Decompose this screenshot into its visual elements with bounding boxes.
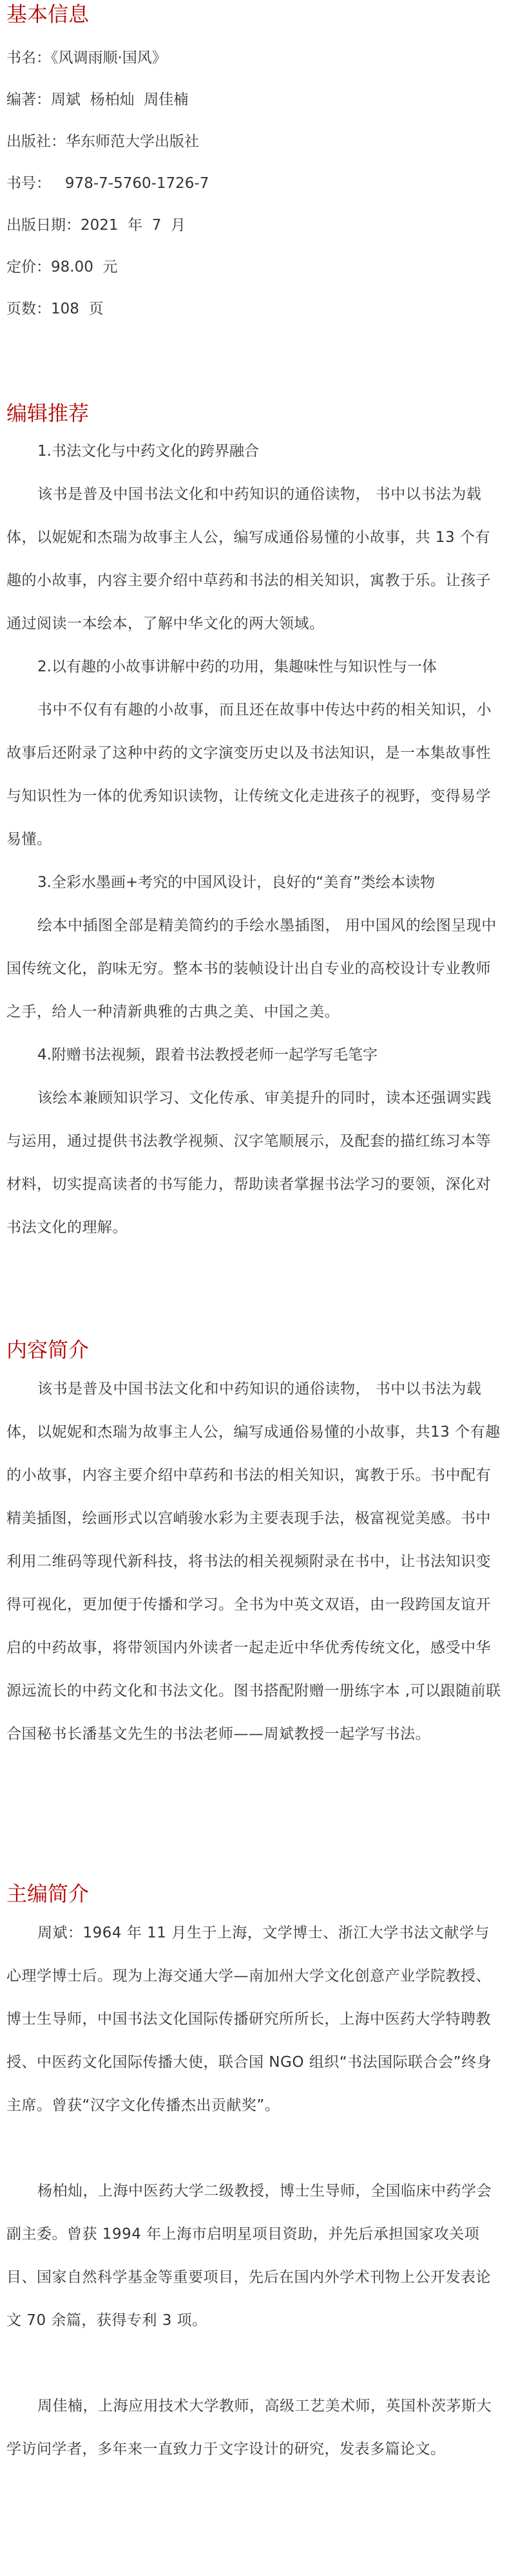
editor-recommend-title: 编辑推荐 (6, 401, 90, 425)
recommend-body-2: 书中不仅有有趣的小故事，而且还在故事中传达中药的相关知识，小故事后还附录了这种中药的文字演变历史以及书法知识，是一本集故事性与知识性为一体的优秀知识读物，让传统文化走进孩子的视野，变得易学易懂。 (6, 702, 492, 848)
recommend-heading-3: 3.全彩水墨画+考究的中国风设计，良好的“美育”类绘本读物 (37, 874, 436, 891)
summary-paragraph: 该书是普及中国书法文化和中药知识的通俗读物， 书中以书法为载体，以妮妮和杰瑞为故事主人公，编写成通俗易懂的小故事，共13 个有趣的小故事，内容主要介绍中草药和书法的相关知识，寓教于乐。书中配有精美插图，绘画形式以宫峭骏水彩为主要表现手法，极富视觉美感。书中利用二维码等现代新科技，将书法的相关视频附录在书中，让书法知识变得可视化，更加便于传播和学习。全书为中英文双语，由一段跨国友谊开启的中药故事，将带领国内外读者一起走近中华优秀传统文化，感受中华源远流长的中药文化和书法文化。图书搭配附赠一册练字本 ,可以跟随前联合国秘书长潘基文先生的书法老师——周斌教授一起学写书法。 (6, 1381, 501, 1742)
basic-info-list (6, 37, 503, 330)
info-pages: 页数：108 页 (6, 301, 104, 317)
info-editors: 编著：周斌 杨柏灿 周佳楠 (6, 91, 189, 108)
author-bio-yang-baican: 杨柏灿，上海中医药大学二级教授，博士生导师，全国临床中药学会副主委。曾获 1994 年上海市启明星项目资助，并先后承担国家攻关项目、国家自然科学基金等重要项目，先后在国内外学术刊物上公开发表论文 70 余篇，获得专利 3 项。 (6, 2183, 492, 2329)
recommend-heading-1: 1.书法文化与中药文化的跨界融合 (37, 443, 259, 460)
info-publisher: 出版社：华东师范大学出版社 (6, 133, 199, 150)
basic-info-section (6, 0, 503, 330)
content-summary-title: 内容简介 (6, 1338, 90, 1362)
authors-title: 主编简介 (6, 1881, 90, 1906)
info-isbn: 书号： 978-7-5760-1726-7 (6, 175, 209, 192)
recommend-heading-4: 4.附赠书法视频，跟着书法教授老师一起学写毛笔字 (37, 1047, 378, 1063)
recommend-body-4: 该绘本兼顾知识学习、文化传承、审美提升的同时，读本还强调实践与运用，通过提供书法教学视频、汉字笔顺展示，及配套的描红练习本等材料，切实提高读者的书写能力，帮助读者掌握书法学习的要领，深化对书法文化的理解。 (6, 1090, 492, 1236)
recommend-body-3: 绘本中插图全部是精美简约的手绘水墨插图， 用中国风的绘图呈现中国传统文化，韵味无穷。整本书的装帧设计出自专业的高校设计专业教师之手，给人一种清新典雅的古典之美、中国之美。 (6, 917, 497, 1020)
recommend-heading-2: 2.以有趣的小故事讲解中药的功用，集趣味性与知识性与一体 (37, 658, 437, 675)
editor-recommend-section (6, 399, 503, 1249)
recommend-body-1: 该书是普及中国书法文化和中药知识的通俗读物， 书中以书法为载体，以妮妮和杰瑞为故事主人公，编写成通俗易懂的小故事，共 13 个有趣的小故事，内容主要介绍中草药和书法的相关知识，寓教于乐。让孩子通过阅读一本绘本，了解中华文化的两大领域。 (6, 486, 491, 632)
basic-info-title: 基本信息 (6, 2, 90, 26)
content-summary-section (6, 1336, 503, 1756)
author-bio-zhou-jianan: 周佳楠，上海应用技术大学教师，高级工艺美术师，英国朴茨茅斯大学访问学者，多年来一直致力于文字设计的研究，发表多篇论文。 (6, 2398, 492, 2458)
authors-section (6, 1880, 503, 2471)
info-publish-date: 出版日期：2021 年 7 月 (6, 217, 186, 234)
info-book-name: 书名：《风调雨顺·国风》 (6, 50, 167, 66)
info-price: 定价：98.00 元 (6, 259, 118, 275)
author-bio-zhou-bin: 周斌：1964 年 11 月生于上海，文学博士、浙江大学书法文献学与心理学博士后。现为上海交通大学—南加州大学文化创意产业学院教授、博士生导师，中国书法文化国际传播研究所所长，上海中医药大学特聘教授、中医药文化国际传播大使，联合国 NGO 组织“书法国际联合会”终身主席。曾获“汉字文化传播杰出贡献奖”。 (6, 1925, 492, 2114)
